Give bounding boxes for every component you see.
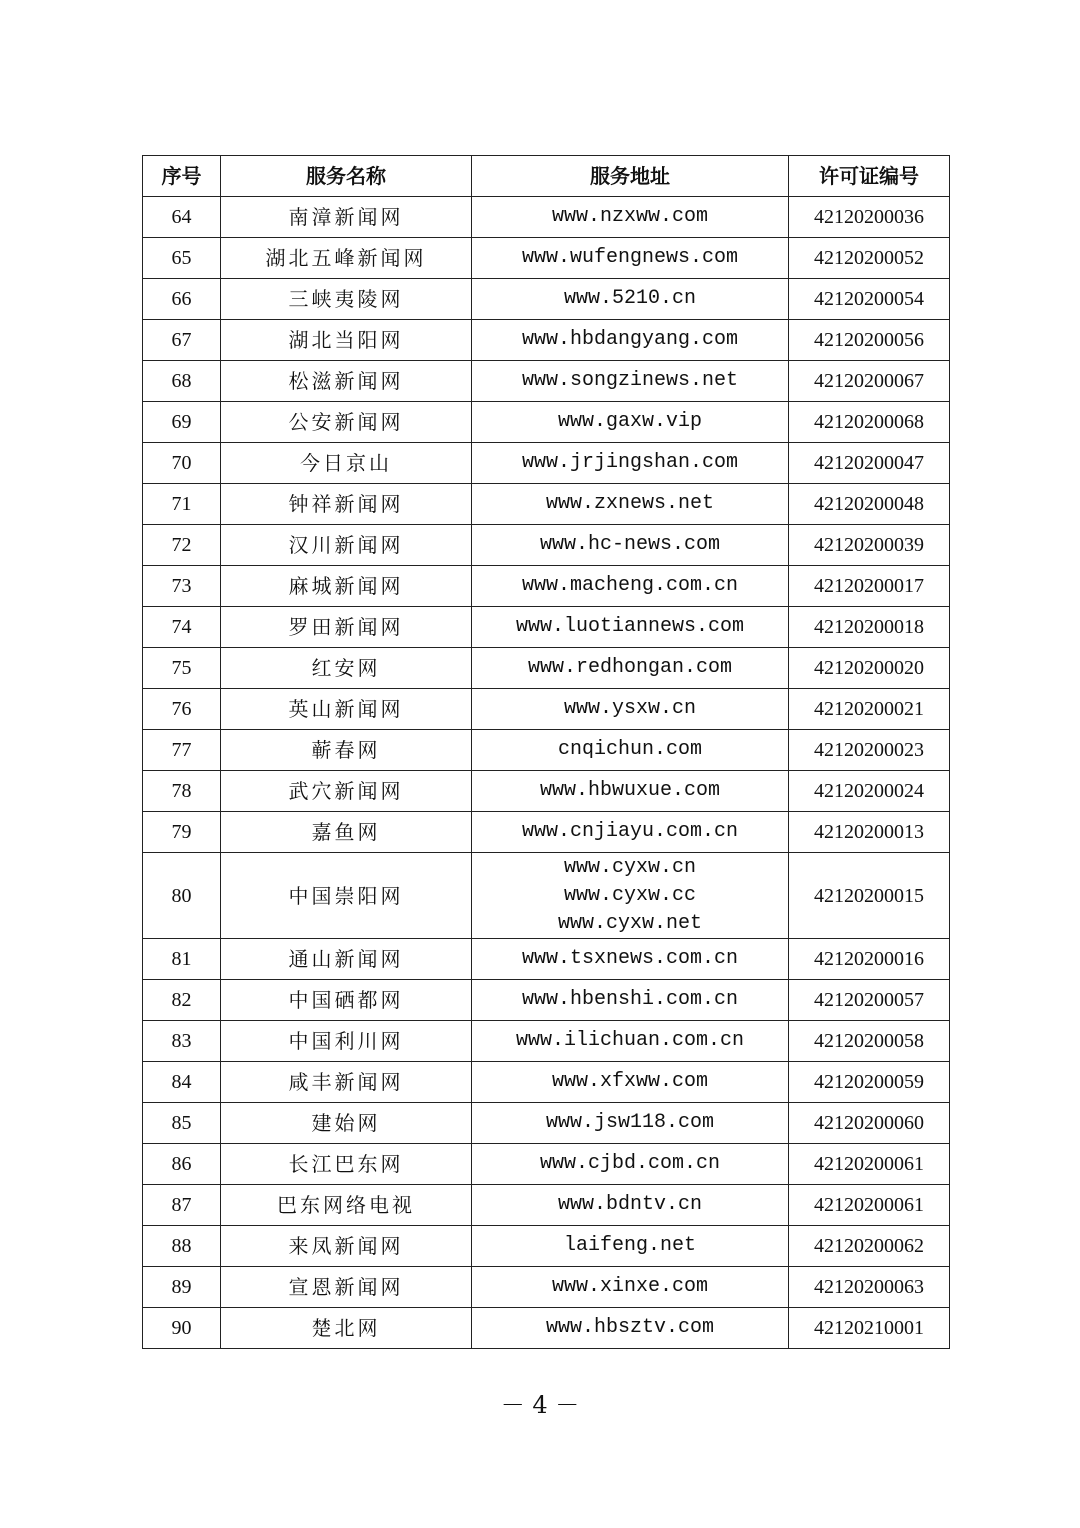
- table-row: [143, 402, 950, 443]
- row-service-name: 公安新闻网: [221, 402, 472, 443]
- table-row: [143, 1267, 950, 1308]
- row-service-address: [472, 320, 789, 361]
- row-index: 65: [143, 238, 221, 279]
- row-license-number: 42120200061: [789, 1144, 950, 1185]
- service-url: www.5210.cn: [563, 287, 697, 310]
- row-index: 83: [143, 1021, 221, 1062]
- row-index: 78: [143, 771, 221, 812]
- row-service-address: [472, 1062, 789, 1103]
- row-license-number: 42120200048: [789, 484, 950, 525]
- row-service-address: [472, 689, 789, 730]
- row-license-number: 42120200052: [789, 238, 950, 279]
- row-license-number: 42120200067: [789, 361, 950, 402]
- row-service-address: [472, 402, 789, 443]
- row-service-address: [472, 1103, 789, 1144]
- table-row: [143, 853, 950, 939]
- header-service-name: 服务名称: [221, 156, 472, 197]
- table-header-row: [143, 156, 950, 197]
- row-index: 77: [143, 730, 221, 771]
- row-service-name: 中国硒都网: [221, 980, 472, 1021]
- row-license-number: 42120200056: [789, 320, 950, 361]
- row-service-name: 湖北当阳网: [221, 320, 472, 361]
- row-service-name: 中国利川网: [221, 1021, 472, 1062]
- row-service-name: 长江巴东网: [221, 1144, 472, 1185]
- table-row: [143, 484, 950, 525]
- row-service-address: [472, 443, 789, 484]
- row-service-name: 通山新闻网: [221, 939, 472, 980]
- row-license-number: 42120200054: [789, 279, 950, 320]
- row-license-number: 42120200018: [789, 607, 950, 648]
- table-row: [143, 1103, 950, 1144]
- row-service-address: [472, 730, 789, 771]
- service-url: www.zxnews.net: [545, 492, 715, 515]
- table-row: [143, 1144, 950, 1185]
- row-service-name: 麻城新闻网: [221, 566, 472, 607]
- row-service-name: 汉川新闻网: [221, 525, 472, 566]
- row-service-name: 武穴新闻网: [221, 771, 472, 812]
- header-index: 序号: [143, 156, 221, 197]
- row-license-number: 42120200013: [789, 812, 950, 853]
- row-index: 85: [143, 1103, 221, 1144]
- row-license-number: 42120200061: [789, 1185, 950, 1226]
- row-license-number: 42120200036: [789, 197, 950, 238]
- row-index: 84: [143, 1062, 221, 1103]
- row-index: 90: [143, 1308, 221, 1349]
- row-index: 88: [143, 1226, 221, 1267]
- row-service-address: [472, 279, 789, 320]
- service-url: www.xinxe.com: [551, 1275, 709, 1298]
- row-index: 73: [143, 566, 221, 607]
- service-url: www.redhongan.com: [527, 656, 733, 679]
- row-index: 87: [143, 1185, 221, 1226]
- row-service-address: [472, 484, 789, 525]
- row-index: 80: [143, 853, 221, 939]
- service-url: www.nzxww.com: [551, 205, 709, 228]
- table-row: [143, 361, 950, 402]
- row-service-name: 咸丰新闻网: [221, 1062, 472, 1103]
- row-service-name: 楚北网: [221, 1308, 472, 1349]
- row-service-address: [472, 1021, 789, 1062]
- table-row: [143, 1021, 950, 1062]
- table-row: [143, 197, 950, 238]
- row-license-number: 42120200021: [789, 689, 950, 730]
- row-service-name: 宣恩新闻网: [221, 1267, 472, 1308]
- row-license-number: 42120200017: [789, 566, 950, 607]
- table-body: [143, 197, 950, 1349]
- row-service-address: [472, 525, 789, 566]
- table-row: [143, 279, 950, 320]
- row-index: 66: [143, 279, 221, 320]
- service-url: www.hc-news.com: [539, 533, 721, 556]
- row-service-address: [472, 812, 789, 853]
- row-index: 64: [143, 197, 221, 238]
- row-service-address: [472, 1185, 789, 1226]
- table-row: [143, 1226, 950, 1267]
- row-license-number: 42120200058: [789, 1021, 950, 1062]
- row-index: 71: [143, 484, 221, 525]
- row-index: 74: [143, 607, 221, 648]
- row-service-name: 三峡夷陵网: [221, 279, 472, 320]
- service-url: www.xfxww.com: [551, 1070, 709, 1093]
- row-index: 81: [143, 939, 221, 980]
- row-service-name: 巴东网络电视: [221, 1185, 472, 1226]
- row-license-number: 42120200059: [789, 1062, 950, 1103]
- row-service-name: 钟祥新闻网: [221, 484, 472, 525]
- table-row: [143, 771, 950, 812]
- row-service-name: 建始网: [221, 1103, 472, 1144]
- row-service-address: [472, 853, 789, 939]
- service-url: www.jrjingshan.com: [521, 451, 739, 474]
- row-index: 75: [143, 648, 221, 689]
- table-row: [143, 689, 950, 730]
- row-service-address: [472, 939, 789, 980]
- service-url: www.cnjiayu.com.cn: [521, 820, 739, 843]
- row-index: 79: [143, 812, 221, 853]
- row-service-name: 今日京山: [221, 443, 472, 484]
- row-service-address: [472, 1267, 789, 1308]
- page-number: － 4 －: [500, 1391, 580, 1419]
- service-url: www.tsxnews.com.cn: [521, 947, 739, 970]
- table-row: [143, 1308, 950, 1349]
- row-service-address: [472, 238, 789, 279]
- service-url: www.macheng.com.cn: [521, 574, 739, 597]
- service-url: www.ysxw.cn: [563, 697, 697, 720]
- row-index: 72: [143, 525, 221, 566]
- table-row: [143, 980, 950, 1021]
- service-url: www.ilichuan.com.cn: [515, 1029, 745, 1052]
- service-url: laifeng.net: [563, 1234, 697, 1257]
- row-index: 76: [143, 689, 221, 730]
- row-license-number: 42120200023: [789, 730, 950, 771]
- service-url: www.songzinews.net: [521, 369, 739, 392]
- row-license-number: 42120200062: [789, 1226, 950, 1267]
- row-license-number: 42120200047: [789, 443, 950, 484]
- row-license-number: 42120210001: [789, 1308, 950, 1349]
- row-license-number: 42120200063: [789, 1267, 950, 1308]
- row-service-address: [472, 607, 789, 648]
- row-index: 69: [143, 402, 221, 443]
- service-url: www.cyxw.cc: [563, 883, 697, 907]
- table-row: [143, 1185, 950, 1226]
- service-url: www.jsw118.com: [545, 1111, 715, 1134]
- row-service-name: 英山新闻网: [221, 689, 472, 730]
- row-service-address: [472, 1144, 789, 1185]
- service-url: www.luotiannews.com: [515, 615, 745, 638]
- row-license-number: 42120200024: [789, 771, 950, 812]
- table-row: [143, 320, 950, 361]
- service-url: www.hbsztv.com: [545, 1316, 715, 1339]
- service-url: www.cyxw.cn: [563, 855, 697, 879]
- service-url: cnqichun.com: [557, 738, 703, 761]
- table-row: [143, 812, 950, 853]
- row-service-name: 红安网: [221, 648, 472, 689]
- row-license-number: 42120200020: [789, 648, 950, 689]
- row-service-name: 中国崇阳网: [221, 853, 472, 939]
- service-url: www.bdntv.cn: [557, 1193, 703, 1216]
- row-service-address: [472, 197, 789, 238]
- license-table: [142, 155, 950, 1349]
- row-index: 89: [143, 1267, 221, 1308]
- row-service-address: [472, 1226, 789, 1267]
- service-url: www.hbwuxue.com: [539, 779, 721, 802]
- row-license-number: 42120200068: [789, 402, 950, 443]
- table-row: [143, 443, 950, 484]
- row-service-address: [472, 980, 789, 1021]
- table-row: [143, 730, 950, 771]
- row-service-name: 蕲春网: [221, 730, 472, 771]
- row-service-name: 嘉鱼网: [221, 812, 472, 853]
- row-license-number: 42120200060: [789, 1103, 950, 1144]
- row-index: 86: [143, 1144, 221, 1185]
- table-row: [143, 648, 950, 689]
- row-service-name: 松滋新闻网: [221, 361, 472, 402]
- table-row: [143, 238, 950, 279]
- table-row: [143, 1062, 950, 1103]
- service-url: www.hbenshi.com.cn: [521, 988, 739, 1011]
- service-url: www.cjbd.com.cn: [539, 1152, 721, 1175]
- table-row: [143, 566, 950, 607]
- row-index: 70: [143, 443, 221, 484]
- row-service-name: 湖北五峰新闻网: [221, 238, 472, 279]
- row-service-name: 南漳新闻网: [221, 197, 472, 238]
- service-url: www.wufengnews.com: [521, 246, 739, 269]
- row-service-name: 罗田新闻网: [221, 607, 472, 648]
- service-url: www.gaxw.vip: [557, 410, 703, 433]
- row-license-number: 42120200039: [789, 525, 950, 566]
- row-license-number: 42120200016: [789, 939, 950, 980]
- service-url: www.cyxw.net: [557, 911, 703, 935]
- row-service-address: [472, 1308, 789, 1349]
- row-index: 67: [143, 320, 221, 361]
- service-url: www.hbdangyang.com: [521, 328, 739, 351]
- row-license-number: 42120200057: [789, 980, 950, 1021]
- table-row: [143, 607, 950, 648]
- table-row: [143, 939, 950, 980]
- row-index: 68: [143, 361, 221, 402]
- row-service-name: 来凤新闻网: [221, 1226, 472, 1267]
- row-service-address: [472, 648, 789, 689]
- row-service-address: [472, 566, 789, 607]
- row-service-address: [472, 771, 789, 812]
- row-license-number: 42120200015: [789, 853, 950, 939]
- header-service-address: 服务地址: [472, 156, 789, 197]
- header-license-number: 许可证编号: [789, 156, 950, 197]
- row-index: 82: [143, 980, 221, 1021]
- row-service-address: [472, 361, 789, 402]
- table-row: [143, 525, 950, 566]
